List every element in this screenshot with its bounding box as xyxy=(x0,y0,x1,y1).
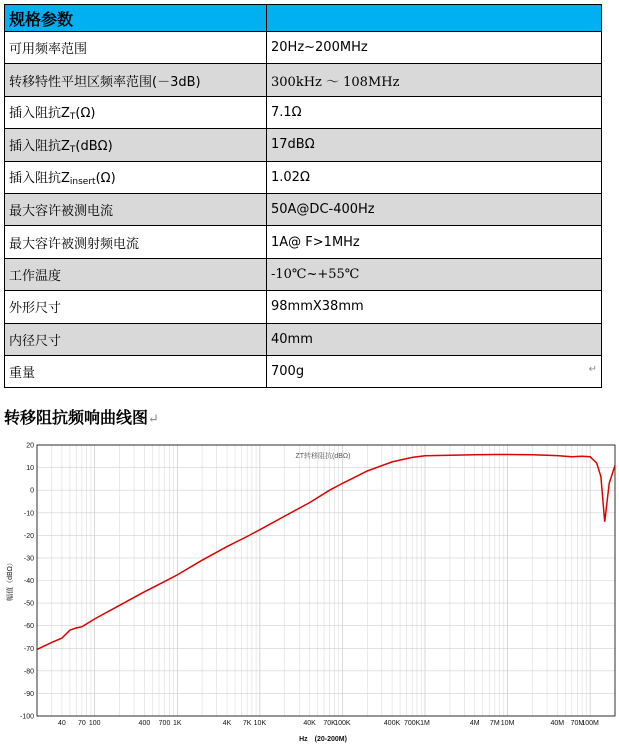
spec-label: 重量 xyxy=(5,355,267,387)
x-tick-label: 100K xyxy=(334,720,351,727)
spec-row xyxy=(5,258,602,290)
x-tick-label: 4K xyxy=(222,720,232,727)
spec-row xyxy=(5,323,602,355)
spec-row xyxy=(5,355,602,387)
x-tick-label: 40 xyxy=(58,720,66,727)
y-tick-label: 0 xyxy=(30,487,34,495)
spec-row xyxy=(5,226,602,258)
y-tick-label: -50 xyxy=(23,600,34,608)
spec-value-text: 17dBΩ xyxy=(271,137,315,153)
spec-value-text: -10℃~+55℃ xyxy=(271,266,360,282)
spec-label: 工作温度 xyxy=(5,258,267,290)
y-tick-label: -30 xyxy=(23,555,34,563)
x-tick-label: 400 xyxy=(138,720,151,727)
return-mark-icon: ↵ xyxy=(588,364,597,376)
spec-row xyxy=(5,64,602,96)
x-tick-label: 400K xyxy=(383,720,401,727)
spec-value xyxy=(267,161,602,193)
spec-value-text: 20Hz~200MHz xyxy=(271,40,368,56)
spec-title: 规格参数 xyxy=(5,5,267,32)
spec-label: 外形尺寸 xyxy=(5,291,267,323)
spec-label-main: 插入阻抗Z xyxy=(9,106,70,122)
y-tick-label: -60 xyxy=(23,623,34,631)
x-tick-label: 10M xyxy=(500,720,515,727)
spec-value xyxy=(267,355,602,387)
y-tick-label: 20 xyxy=(26,442,34,450)
x-tick-label: 70M xyxy=(570,720,585,727)
spec-value xyxy=(267,323,602,355)
spec-label: 最大容许被测射频电流 xyxy=(5,226,267,258)
spec-value xyxy=(267,129,602,161)
impedance-chart xyxy=(0,428,619,747)
spec-value xyxy=(267,258,602,290)
x-tick-label: 10K xyxy=(253,720,267,727)
spec-value-text: 98mmX38mm xyxy=(271,299,364,315)
curve-heading xyxy=(4,405,159,428)
x-tick-label: 700 xyxy=(158,720,171,727)
curve-heading-text: 转移阻抗频响曲线图 xyxy=(4,408,149,427)
spec-value xyxy=(267,291,602,323)
y-axis-label: 幅值（dBΩ） xyxy=(7,559,14,601)
x-tick-label: 70 xyxy=(78,720,86,727)
spec-label: 转移特性平坦区频率范围(－3dB) xyxy=(5,64,267,96)
spec-label-unit: (Ω) xyxy=(95,171,116,187)
y-tick-label: -40 xyxy=(23,578,34,585)
spec-label xyxy=(5,129,267,161)
spec-label-subscript: T xyxy=(69,112,76,123)
spec-header-row xyxy=(5,5,602,32)
y-tick-label: 10 xyxy=(26,465,34,473)
x-tick-label: 7K xyxy=(242,720,252,727)
spec-label-subscript: T xyxy=(69,144,76,155)
spec-label xyxy=(5,96,267,128)
y-tick-label: -80 xyxy=(23,668,34,676)
spec-header-blank xyxy=(267,5,602,32)
y-tick-label: -90 xyxy=(23,690,34,698)
y-tick-label: -100 xyxy=(19,713,34,721)
spec-value-text: 300kHz ～ 108MHz xyxy=(271,74,400,90)
spec-value xyxy=(267,64,602,96)
spec-value xyxy=(267,96,602,128)
spec-value xyxy=(267,226,602,258)
spec-label-unit: (dBΩ) xyxy=(75,138,113,154)
y-tick-label: -70 xyxy=(23,645,34,653)
spec-value-text: 700g xyxy=(271,364,305,380)
spec-row xyxy=(5,32,602,64)
spec-label-unit: (Ω) xyxy=(75,106,96,122)
x-tick-label: 700K xyxy=(404,720,421,727)
spec-label xyxy=(5,161,267,193)
x-tick-label: 4M xyxy=(469,720,480,727)
x-axis-label: Hz (20-200M) xyxy=(299,736,347,743)
spec-value xyxy=(267,32,602,64)
spec-label-main: 插入阻抗Z xyxy=(9,171,70,187)
x-tick-label: 100 xyxy=(88,720,101,727)
spec-label: 最大容许被测电流 xyxy=(5,193,267,225)
spec-table-body xyxy=(5,5,602,388)
spec-row xyxy=(5,291,602,323)
spec-label: 内径尺寸 xyxy=(5,323,267,355)
chart-title: ZT转移阻抗(dBΩ) xyxy=(295,453,351,460)
x-tick-label: 7M xyxy=(489,720,500,727)
spec-row xyxy=(5,96,602,128)
spec-value-text: 50A@DC-400Hz xyxy=(271,202,375,218)
spec-value-text: 7.1Ω xyxy=(271,104,302,120)
x-tick-label: 40K xyxy=(303,720,316,727)
spec-label: 可用频率范围 xyxy=(5,32,267,64)
spec-row xyxy=(5,129,602,161)
spec-row xyxy=(5,193,602,225)
spec-label-subscript: insert xyxy=(69,177,96,188)
spec-row xyxy=(5,161,602,193)
x-tick-label: 70K xyxy=(323,720,336,727)
x-tick-label: 40M xyxy=(550,720,565,727)
spec-table xyxy=(4,4,602,388)
x-tick-label: 1K xyxy=(173,720,182,727)
x-tick-label: 100M xyxy=(581,720,599,727)
spec-label-main: 插入阻抗Z xyxy=(9,138,70,154)
x-tick-label: 1M xyxy=(420,720,430,727)
y-tick-label: -20 xyxy=(23,532,34,540)
spec-value-text: 1A@ F>1MHz xyxy=(271,234,360,250)
spec-value xyxy=(267,193,602,225)
spec-value-text: 1.02Ω xyxy=(271,169,310,185)
return-mark-icon: ↵ xyxy=(148,412,159,427)
y-tick-label: -10 xyxy=(23,510,34,518)
spec-value-text: 40mm xyxy=(271,331,313,347)
